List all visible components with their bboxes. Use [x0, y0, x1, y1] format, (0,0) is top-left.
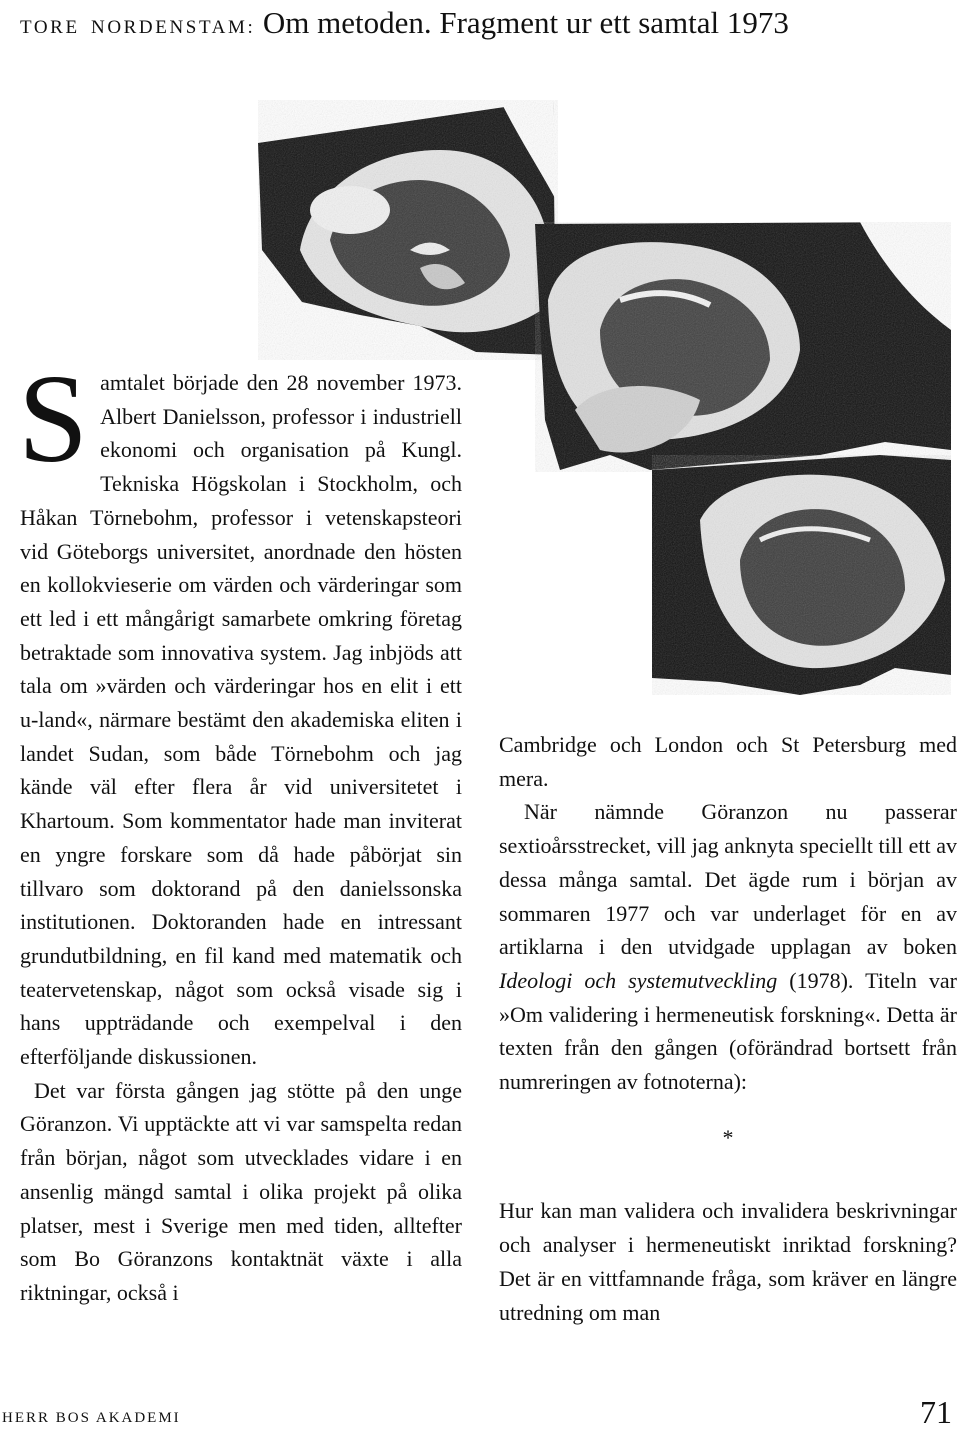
intro-paragraph	[18, 350, 462, 1074]
right-paragraph-2-start: När nämnde Göranzon nu passerar sextioårsstrecket, vill jag anknyta speciellt till ett av dessa många samtal. Det ägde rum i början av sommaren 1977 och var underlaget för en av artiklarna i den utvidgade upplagan av boken	[499, 799, 957, 960]
right-column	[499, 728, 957, 1329]
header-author: TORE NORDENSTAM:	[20, 17, 256, 38]
portrait-photo-2	[535, 222, 951, 472]
section-separator: *	[722, 1124, 734, 1150]
portrait-photo-3	[652, 455, 951, 695]
drop-cap: S	[18, 350, 89, 489]
paragraph-2: Det var första gången jag stötte på den unge Göranzon. Vi upptäckte att vi var samspelta redan från början, något som utvecklades vidare i en ansenlig mängd samtal i olika projekt på olika platser, mest i Sverige men med tiden, alltefter som Bo Göranzons kontaktnät växte i alla riktningar, också i	[20, 1077, 462, 1305]
header-title: Om metoden. Fragment ur ett samtal 1973	[262, 5, 789, 40]
footer-journal: HERR BOS AKADEMI	[2, 1410, 181, 1426]
page-number: 71	[920, 1394, 952, 1430]
running-header	[20, 0, 960, 50]
right-paragraph-2	[499, 795, 957, 1098]
right-paragraph-1: Cambridge och London och St Petersburg med mera.	[499, 732, 957, 791]
left-column	[18, 350, 462, 1310]
intro-paragraph-text: amtalet började den 28 november 1973. Albert Danielsson, professor i industriell ekonomi och organisation på Kungl. Tekniska Högskolan i Stockholm, och Håkan Törnebohm, professor i vetenskapsteori vid Göteborgs universitet, anordnade den hösten en kollokvieserie om värden och värderingar som ett led i ett mångårigt samarbete omkring företag betraktade som innovativa system. Jag inbjöds att tala om »värden och värderingar hos en elit i ett u-land«, närmare bestämt den akademiska eliten i landet Sudan, som både Törnebohm och jag kände väl efter flera år vid universitetet i Khartoum. Som kommentator hade man inviterat en yngre forskare som då hade påbörjat sin tillvaro som doktorand på den danielssonska institutionen. Doktoranden hade en intressant grundutbildning, en fil kand med matematik och teatervetenskap, något som också visade sig i hans uppträdande och exempelval i den efterföljande diskussionen.	[20, 370, 462, 1070]
right-paragraph-2-end: (1978). Titeln var »Om validering i hermeneutisk forskning«. Detta är texten från den gången (oförändrad bortsett från numreringen av fotnoterna):	[499, 967, 957, 1095]
book-title: Ideologi och systemutveckling	[499, 967, 778, 993]
portrait-photo-1	[258, 100, 558, 360]
right-paragraph-3: Hur kan man validera och invalidera beskrivningar och analyser i hermeneutiskt inriktad forskning? Det är en vittfamnande fråga, som kräver en längre utredning om man	[499, 1198, 957, 1325]
